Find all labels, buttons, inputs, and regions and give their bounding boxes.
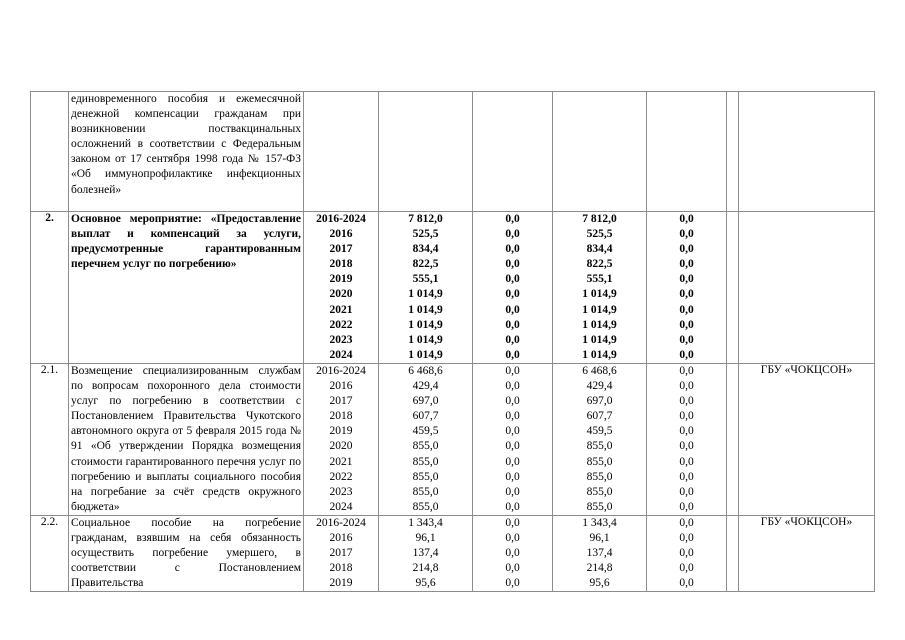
other-sources-value: 0,0 xyxy=(679,410,694,423)
year-value: 2019 xyxy=(329,425,353,438)
years-cell xyxy=(304,363,379,515)
federal-budget-value: 0,0 xyxy=(505,547,520,560)
other-sources-value: 0,0 xyxy=(679,243,694,256)
other-sources-value: 0,0 xyxy=(679,485,694,498)
total-value: 855,0 xyxy=(412,470,439,483)
row-number: 2. xyxy=(31,212,69,364)
other-sources-value: 0,0 xyxy=(679,500,694,513)
total-cell xyxy=(379,212,473,364)
year-value: 2019 xyxy=(329,273,353,286)
regional-budget-value: 137,4 xyxy=(586,547,613,560)
year-value: 2023 xyxy=(329,485,353,498)
regional-budget-value: 855,0 xyxy=(586,440,613,453)
regional-budget-value: 459,5 xyxy=(586,425,613,438)
federal-budget-value: 0,0 xyxy=(505,562,520,575)
measure-name: единовременного пособия и ежемесячной денежной компенсации гражданам при возникновении поствакцинальных осложнений в соответствии с Федеральным законом от 17 сентября 1998 года № 157-ФЗ «Об иммунопрофилактике инфекционных болезней» xyxy=(69,92,304,212)
other-sources-value: 0,0 xyxy=(679,470,694,483)
year-value: 2024 xyxy=(329,348,353,361)
year-value: 2018 xyxy=(329,410,353,423)
year-value: 2020 xyxy=(329,440,353,453)
budget-table xyxy=(30,91,875,592)
year-value: 2016-2024 xyxy=(316,364,366,377)
other-sources-value: 0,0 xyxy=(679,318,694,331)
other-sources-value: 0,0 xyxy=(679,348,694,361)
responsible-org xyxy=(739,212,875,364)
federal-budget-value: 0,0 xyxy=(505,395,520,408)
total-value: 855,0 xyxy=(412,500,439,513)
federal-budget-value: 0,0 xyxy=(505,303,520,316)
other-sources-value: 0,0 xyxy=(679,455,694,468)
total-value: 459,5 xyxy=(412,425,439,438)
regional-budget-value: 6 468,6 xyxy=(582,364,617,377)
total-value: 822,5 xyxy=(412,258,439,271)
total-value: 555,1 xyxy=(412,273,439,286)
table-row xyxy=(31,212,875,364)
other-sources-cell xyxy=(647,212,727,364)
other-sources-value: 0,0 xyxy=(679,364,694,377)
other-sources-value: 0,0 xyxy=(679,531,694,544)
other-sources-cell xyxy=(647,515,727,591)
federal-budget-value: 0,0 xyxy=(505,288,520,301)
regional-budget-value: 822,5 xyxy=(586,258,613,271)
regional-budget-value: 7 812,0 xyxy=(582,213,617,225)
regional-budget-value: 95,6 xyxy=(589,577,610,590)
regional-budget-value: 697,0 xyxy=(586,395,613,408)
federal-budget-value: 0,0 xyxy=(505,500,520,513)
federal-budget-cell xyxy=(473,363,553,515)
total-value: 1 014,9 xyxy=(408,348,443,361)
year-value: 2018 xyxy=(329,562,353,575)
regional-budget-value: 855,0 xyxy=(586,455,613,468)
spacer-cell xyxy=(727,363,739,515)
table-row xyxy=(31,363,875,515)
year-value: 2021 xyxy=(329,455,353,468)
regional-budget-value: 1 343,4 xyxy=(582,516,617,529)
regional-budget-value: 214,8 xyxy=(586,562,613,575)
other-sources-value: 0,0 xyxy=(679,547,694,560)
total-value: 834,4 xyxy=(412,243,439,256)
year-value: 2022 xyxy=(329,318,353,331)
year-value: 2020 xyxy=(329,288,353,301)
total-value: 137,4 xyxy=(412,547,439,560)
spacer-cell xyxy=(727,515,739,591)
measure-name: Основное мероприятие: «Предоставление выплат и компенсаций за услуги, предусмотренные гарантированным перечнем услуг по погребению» xyxy=(69,212,304,364)
other-sources-value: 0,0 xyxy=(679,333,694,346)
other-sources-value: 0,0 xyxy=(679,303,694,316)
regional-budget-cell xyxy=(553,515,647,591)
total-value: 1 014,9 xyxy=(408,288,443,301)
total-value: 1 343,4 xyxy=(408,516,443,529)
row-number: 2.2. xyxy=(31,515,69,591)
year-value: 2022 xyxy=(329,470,353,483)
federal-budget-value: 0,0 xyxy=(505,213,520,225)
other-sources-value: 0,0 xyxy=(679,562,694,575)
federal-budget-value: 0,0 xyxy=(505,470,520,483)
regional-budget-value: 855,0 xyxy=(586,500,613,513)
total-value: 855,0 xyxy=(412,455,439,468)
regional-budget-value: 1 014,9 xyxy=(582,318,617,331)
total-value: 96,1 xyxy=(415,531,436,544)
year-value: 2017 xyxy=(329,243,353,256)
year-value: 2019 xyxy=(329,577,353,590)
table-row-continued xyxy=(31,92,875,212)
total-value: 214,8 xyxy=(412,562,439,575)
regional-budget-value: 834,4 xyxy=(586,243,613,256)
other-sources-value: 0,0 xyxy=(679,516,694,529)
measure-name: Возмещение специализированным службам по вопросам похоронного дела стоимости услуг по погребению в соответствии с Постановлением Правительства Чукотского автономного округа от 5 февраля 2015 года № 91 «Об утверждении Порядка возмещения стоимости гарантированного перечня услуг по погребению и выплаты социального пособия на погребание за счёт средств окружного бюджета» xyxy=(69,363,304,515)
total-value: 607,7 xyxy=(412,410,439,423)
total-value: 855,0 xyxy=(412,440,439,453)
years-cell xyxy=(304,212,379,364)
federal-budget-value: 0,0 xyxy=(505,333,520,346)
total-value: 7 812,0 xyxy=(408,213,443,225)
regional-budget-cell xyxy=(553,363,647,515)
total-value: 1 014,9 xyxy=(408,333,443,346)
measure-name: Социальное пособие на погребение гражданам, взявшим на себя обязанность осуществить погребение умершего, в соответствии с Постановлением Правительства xyxy=(69,515,304,591)
federal-budget-value: 0,0 xyxy=(505,485,520,498)
year-value: 2016 xyxy=(329,228,353,241)
responsible-org: ГБУ «ЧОКЦСОН» xyxy=(739,363,875,515)
total-cell xyxy=(379,363,473,515)
regional-budget-value: 1 014,9 xyxy=(582,288,617,301)
federal-budget-value: 0,0 xyxy=(505,243,520,256)
total-value: 6 468,6 xyxy=(408,364,443,377)
other-sources-value: 0,0 xyxy=(679,228,694,241)
other-sources-value: 0,0 xyxy=(679,577,694,590)
other-sources-cell xyxy=(647,363,727,515)
year-value: 2017 xyxy=(329,395,353,408)
total-value: 697,0 xyxy=(412,395,439,408)
federal-budget-cell xyxy=(473,515,553,591)
year-value: 2018 xyxy=(329,258,353,271)
regional-budget-cell xyxy=(553,212,647,364)
other-sources-value: 0,0 xyxy=(679,288,694,301)
total-value: 1 014,9 xyxy=(408,303,443,316)
total-value: 855,0 xyxy=(412,485,439,498)
federal-budget-value: 0,0 xyxy=(505,440,520,453)
federal-budget-value: 0,0 xyxy=(505,348,520,361)
federal-budget-value: 0,0 xyxy=(505,531,520,544)
other-sources-value: 0,0 xyxy=(679,213,694,225)
federal-budget-value: 0,0 xyxy=(505,364,520,377)
total-value: 525,5 xyxy=(412,228,439,241)
row-number xyxy=(31,92,69,212)
other-sources-value: 0,0 xyxy=(679,425,694,438)
other-sources-value: 0,0 xyxy=(679,258,694,271)
regional-budget-value: 555,1 xyxy=(586,273,613,286)
regional-budget-value: 855,0 xyxy=(586,470,613,483)
year-value: 2024 xyxy=(329,500,353,513)
years-cell xyxy=(304,515,379,591)
year-value: 2016 xyxy=(329,531,353,544)
federal-budget-value: 0,0 xyxy=(505,410,520,423)
regional-budget-value: 525,5 xyxy=(586,228,613,241)
year-value: 2016-2024 xyxy=(316,516,366,529)
other-sources-value: 0,0 xyxy=(679,440,694,453)
year-value: 2021 xyxy=(329,303,353,316)
year-value: 2016-2024 xyxy=(316,213,366,225)
total-value: 429,4 xyxy=(412,380,439,393)
year-value: 2017 xyxy=(329,547,353,560)
federal-budget-value: 0,0 xyxy=(505,228,520,241)
spacer-cell xyxy=(727,212,739,364)
regional-budget-value: 429,4 xyxy=(586,380,613,393)
federal-budget-value: 0,0 xyxy=(505,516,520,529)
responsible-org: ГБУ «ЧОКЦСОН» xyxy=(739,515,875,591)
regional-budget-value: 607,7 xyxy=(586,410,613,423)
table-row xyxy=(31,515,875,591)
row-number: 2.1. xyxy=(31,363,69,515)
other-sources-value: 0,0 xyxy=(679,273,694,286)
federal-budget-value: 0,0 xyxy=(505,455,520,468)
other-sources-value: 0,0 xyxy=(679,380,694,393)
year-value: 2023 xyxy=(329,333,353,346)
regional-budget-value: 1 014,9 xyxy=(582,303,617,316)
regional-budget-value: 1 014,9 xyxy=(582,333,617,346)
total-value: 1 014,9 xyxy=(408,318,443,331)
federal-budget-value: 0,0 xyxy=(505,258,520,271)
federal-budget-value: 0,0 xyxy=(505,273,520,286)
total-cell xyxy=(379,515,473,591)
regional-budget-value: 855,0 xyxy=(586,485,613,498)
federal-budget-value: 0,0 xyxy=(505,380,520,393)
regional-budget-value: 96,1 xyxy=(589,531,610,544)
federal-budget-cell xyxy=(473,212,553,364)
federal-budget-value: 0,0 xyxy=(505,577,520,590)
other-sources-value: 0,0 xyxy=(679,395,694,408)
total-value: 95,6 xyxy=(415,577,436,590)
regional-budget-value: 1 014,9 xyxy=(582,348,617,361)
federal-budget-value: 0,0 xyxy=(505,425,520,438)
federal-budget-value: 0,0 xyxy=(505,318,520,331)
year-value: 2016 xyxy=(329,380,353,393)
